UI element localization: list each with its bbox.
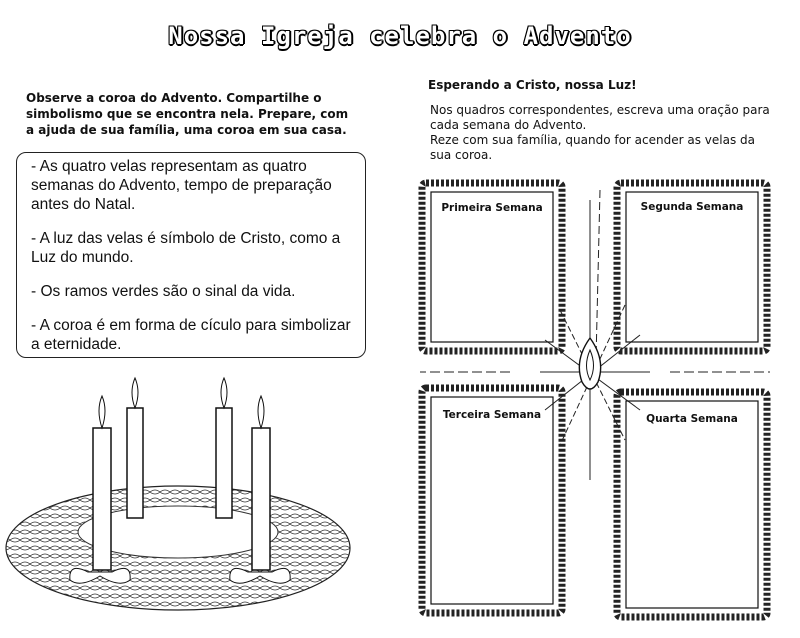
- advent-wreath-image: [6, 378, 350, 610]
- candle-icon: [252, 396, 270, 570]
- symbolism-item: - A coroa é em forma de cículo para simbolizar a eternidade.: [31, 317, 351, 353]
- candle-icon: [216, 378, 232, 518]
- symbolism-item: - A luz das velas é símbolo de Cristo, como a Luz do mundo.: [31, 230, 341, 266]
- intro-line: simbolismo que se encontra nela. Prepare, com: [26, 107, 349, 121]
- instruction-line: cada semana do Advento.: [430, 118, 587, 132]
- page-title: Nossa Igreja celebra o Advento: [168, 22, 632, 50]
- symbolism-item: - Os ramos verdes são o sinal da vida.: [31, 283, 296, 300]
- week-frame-2: [626, 192, 758, 342]
- frame-label: Terceira Semana: [442, 409, 542, 421]
- instruction-line: sua coroa.: [430, 148, 493, 162]
- week-frame-1: [431, 192, 553, 342]
- candle-icon: [93, 396, 111, 570]
- section-heading: Esperando a Cristo, nossa Luz!: [428, 78, 637, 92]
- intro-line: Observe a coroa do Advento. Compartilhe o: [26, 91, 322, 105]
- week-frame-3: [431, 397, 553, 547]
- frame-label: Primeira Semana: [441, 202, 543, 214]
- frame-label: Quarta Semana: [646, 413, 738, 425]
- intro-line: a ajuda de sua família, uma coroa em sua casa.: [26, 123, 347, 137]
- instruction-line: Reze com sua família, quando for acender as velas da: [430, 133, 755, 147]
- instruction-line: Nos quadros correspondentes, escreva uma oração para: [430, 103, 770, 117]
- symbolism-item: - As quatro velas representam as quatro semanas do Advento, tempo de preparação antes do Natal.: [31, 158, 332, 213]
- frame-label: Segunda Semana: [640, 201, 744, 213]
- candle-icon: [127, 378, 143, 518]
- week-frame-4: [626, 401, 758, 551]
